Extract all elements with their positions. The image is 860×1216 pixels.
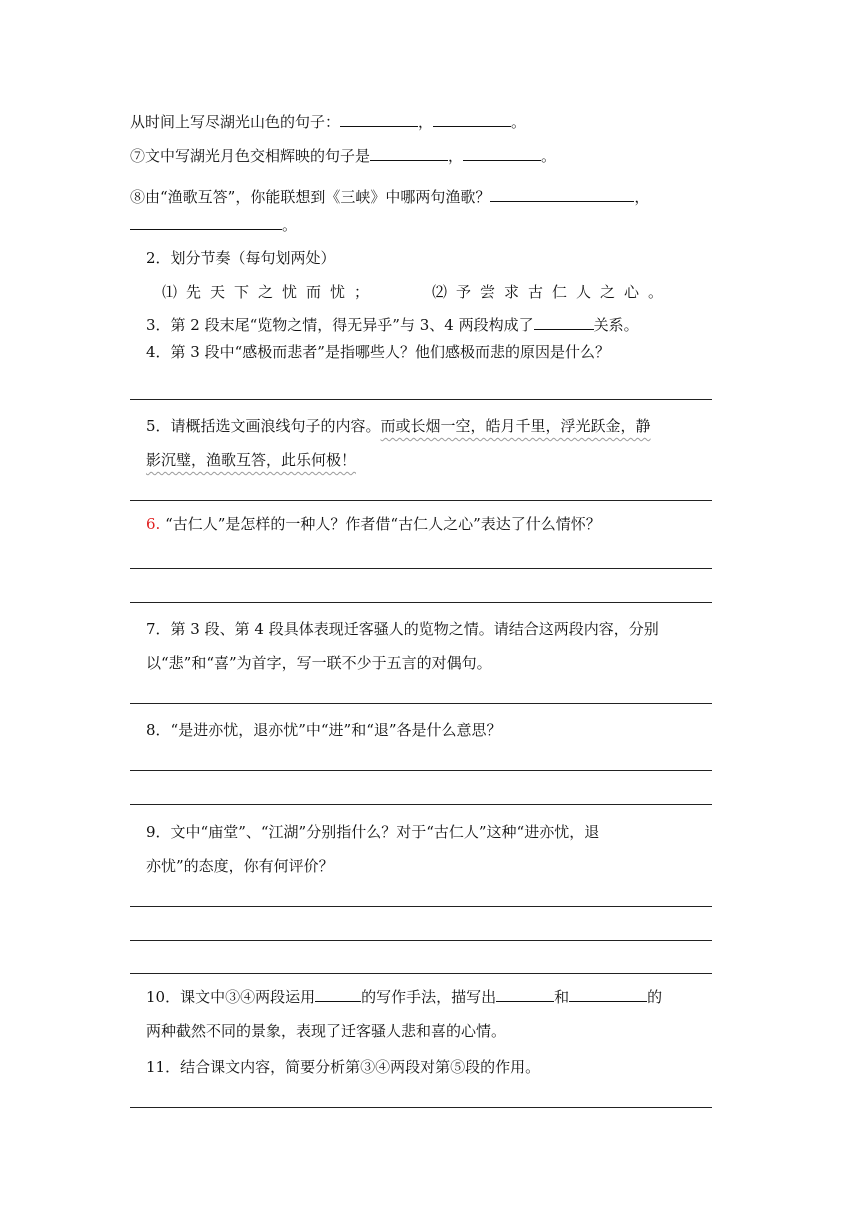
answer-line[interactable] bbox=[130, 500, 712, 501]
question-10-line-2: 两种截然不同的景象，表现了迁客骚人悲和喜的心情。 bbox=[146, 1022, 507, 1040]
answer-line[interactable] bbox=[130, 940, 712, 941]
question-9-line-1: 9．文中“庙堂”、“江湖”分别指什么？对于“古仁人”这种“进亦忧，退 bbox=[146, 823, 600, 841]
answer-blank[interactable] bbox=[534, 315, 594, 330]
question-6: 6. “古仁人”是怎样的一种人？作者借“古仁人之心”表达了什么情怀？ bbox=[146, 515, 601, 533]
line-question-7-sub: ⑦文中写湖光月色交相辉映的句子是 ， 。 bbox=[130, 147, 557, 165]
answer-line[interactable] bbox=[130, 906, 712, 907]
question-2-sentence-a: ⑴先天下之忧而忧； bbox=[162, 283, 379, 301]
answer-blank[interactable] bbox=[433, 112, 511, 127]
question-7-line-1: 7．第 3 段、第 4 段具体表现迁客骚人的览物之情。请结合这两段内容，分别 bbox=[146, 620, 659, 638]
prompt-text: 从时间上写尽湖光山色的句子： bbox=[130, 113, 341, 131]
answer-line[interactable] bbox=[130, 703, 712, 704]
answer-line[interactable] bbox=[130, 399, 712, 400]
question-8: 8．“是进亦忧，退亦忧”中“进”和“退”各是什么意思？ bbox=[146, 721, 502, 739]
answer-line[interactable] bbox=[130, 973, 712, 974]
question-2-sentence-b: ⑵予尝求古仁人之心。 bbox=[432, 283, 673, 301]
question-4: 4．第 3 段中“感极而悲者”是指哪些人？他们感极而悲的原因是什么？ bbox=[146, 343, 610, 361]
wavy-underlined-text: 影沉璧，渔歌互答，此乐何极！ bbox=[146, 451, 357, 469]
prompt-text: ⑧由“渔歌互答”，你能联想到《三峡》中哪两句渔歌？ bbox=[130, 188, 491, 206]
answer-blank[interactable] bbox=[463, 146, 541, 161]
line-time-sentence: 从时间上写尽湖光山色的句子： ， 。 bbox=[130, 113, 527, 131]
question-9-line-2: 亦忧”的态度，你有何评价？ bbox=[146, 857, 334, 875]
wavy-underlined-text: 而或长烟一空，皓月千里，浮光跃金，静 bbox=[380, 417, 651, 435]
question-5-line-2 bbox=[146, 450, 356, 470]
question-3: 3．第 2 段末尾“览物之情，得无异乎”与 3、4 两段构成了 关系。 bbox=[146, 316, 639, 334]
answer-blank[interactable] bbox=[130, 215, 282, 230]
answer-blank[interactable] bbox=[490, 187, 634, 202]
question-10-line-1: 10．课文中③④两段运用 的写作手法，描写出 和 的 bbox=[146, 988, 663, 1006]
question-2-title: 2．划分节奏（每句划两处） bbox=[146, 249, 336, 267]
answer-blank[interactable] bbox=[315, 987, 361, 1002]
question-7-line-2: 以“悲”和“喜”为首字，写一联不少于五言的对偶句。 bbox=[146, 654, 492, 672]
answer-blank[interactable] bbox=[496, 987, 554, 1002]
answer-blank[interactable] bbox=[569, 987, 647, 1002]
answer-line[interactable] bbox=[130, 770, 712, 771]
line-question-8-continued: 。 bbox=[130, 215, 297, 235]
answer-line[interactable] bbox=[130, 602, 712, 603]
question-5-line-1: 5．请概括选文画浪线句子的内容。而或长烟一空，皓月千里，浮光跃金，静 bbox=[146, 417, 651, 435]
answer-line[interactable] bbox=[130, 568, 712, 569]
answer-line[interactable] bbox=[130, 1107, 712, 1108]
answer-blank[interactable] bbox=[370, 146, 448, 161]
question-number: 6. bbox=[146, 515, 161, 533]
answer-line[interactable] bbox=[130, 804, 712, 805]
question-11: 11．结合课文内容，简要分析第③④两段对第⑤段的作用。 bbox=[146, 1058, 541, 1076]
line-question-8-sub: ⑧由“渔歌互答”，你能联想到《三峡》中哪两句渔歌？ ， bbox=[130, 188, 650, 206]
answer-blank[interactable] bbox=[340, 112, 418, 127]
prompt-text: ⑦文中写湖光月色交相辉映的句子是 bbox=[130, 147, 371, 165]
